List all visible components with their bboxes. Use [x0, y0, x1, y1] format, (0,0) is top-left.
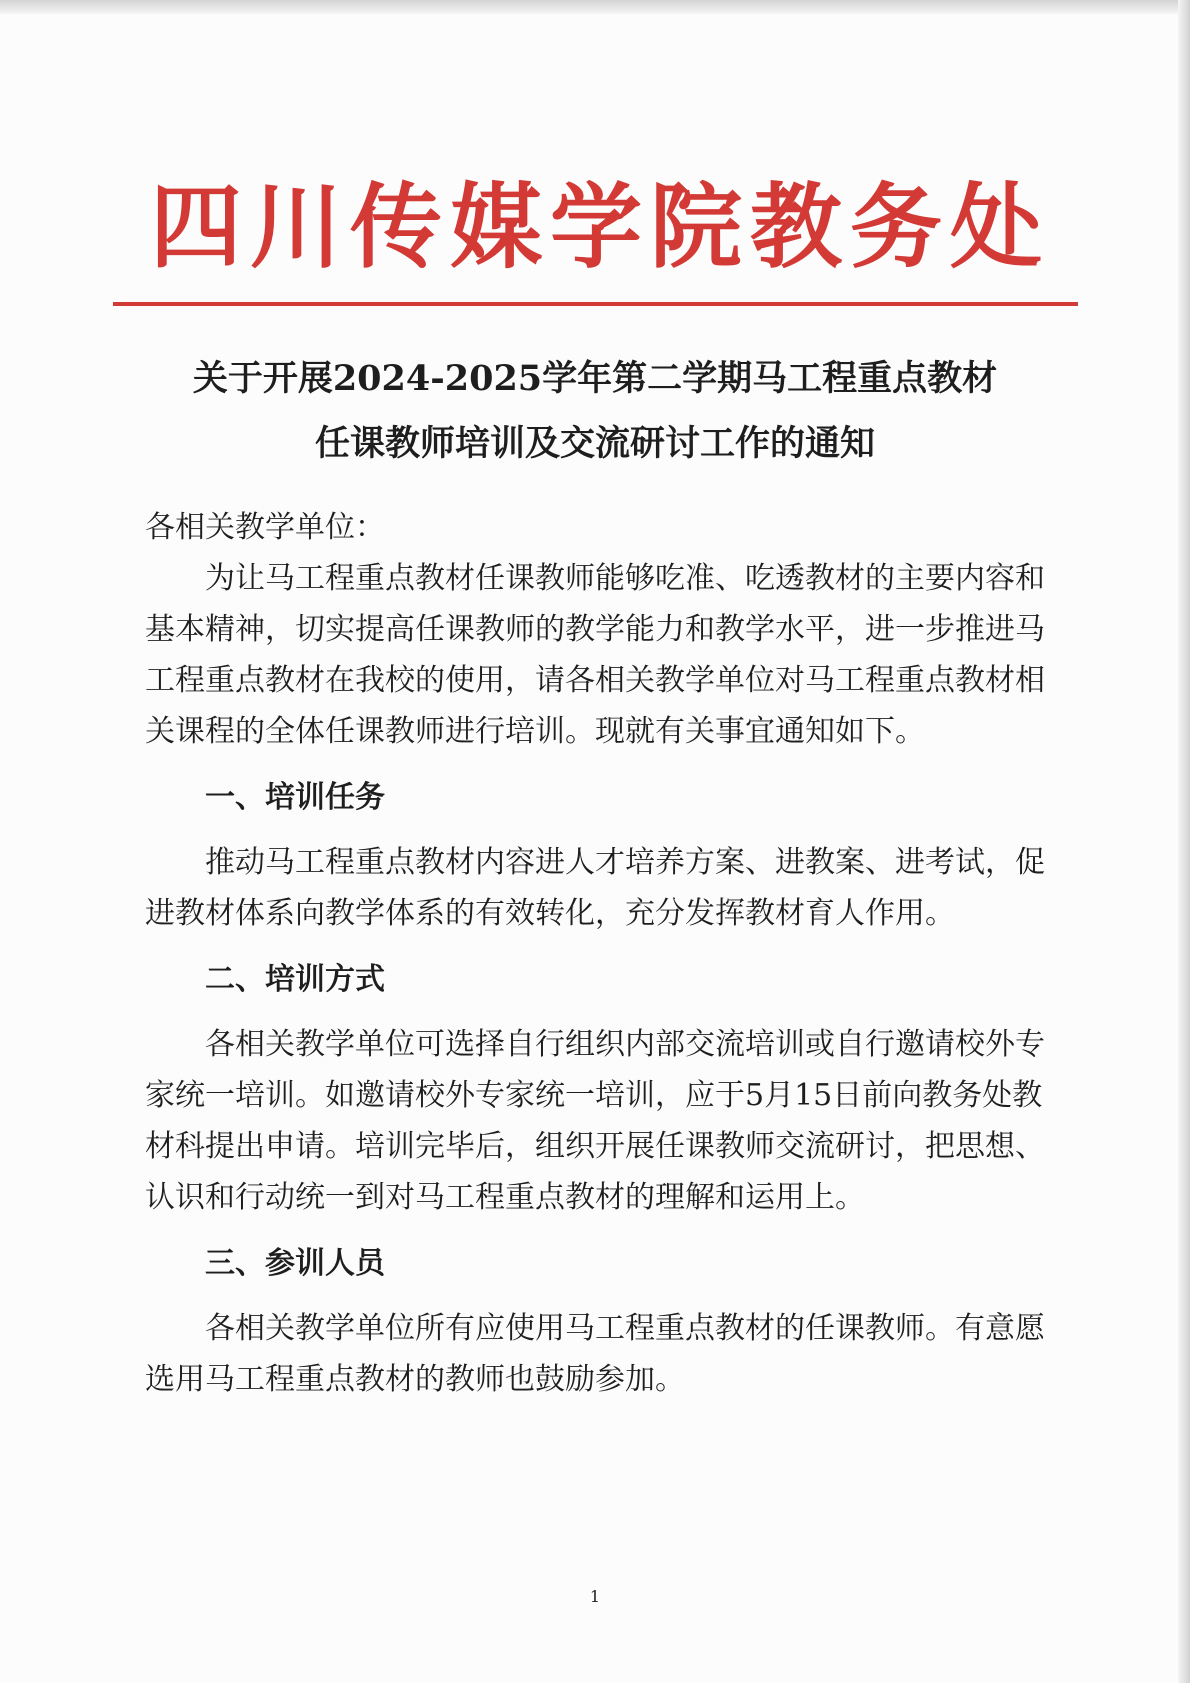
- document-body: [145, 502, 1045, 1405]
- section-text-training-method: 各相关教学单位可选择自行组织内部交流培训或自行邀请校外专家统一培训。如邀请校外专家统一培训，应于5月15日前向教务处教材科提出申请。培训完毕后，组织开展任课教师交流研讨，把思想、认识和行动统一到对马工程重点教材的理解和运用上。: [145, 1027, 1045, 1215]
- section-heading-participants: 三、参训人员: [205, 1246, 385, 1281]
- document-title-line-2: 任课教师培训及交流研讨工作的通知: [314, 423, 875, 464]
- document-title-line-1: 关于开展2024-2025学年第二学期马工程重点教材: [192, 358, 998, 399]
- section-text-participants: 各相关教学单位所有应使用马工程重点教材的任课教师。有意愿选用马工程重点教材的教师也鼓励参加。: [145, 1311, 1045, 1397]
- page-number: 1: [589, 1587, 601, 1606]
- section-heading-training-method: 二、培训方式: [205, 962, 385, 997]
- section-text-training-task: 推动马工程重点教材内容进人才培养方案、进教案、进考试，促进教材体系向教学体系的有效转化，充分发挥教材育人作用。: [145, 845, 1045, 931]
- letterhead-title: 四川传媒学院教务处: [149, 174, 1050, 281]
- intro-paragraph: 为让马工程重点教材任课教师能够吃准、吃透教材的主要内容和基本精神，切实提高任课教师的教学能力和教学水平，进一步推进马工程重点教材在我校的使用，请各相关教学单位对马工程重点教材相关课程的全体任课教师进行培训。现就有关事宜通知如下。: [145, 561, 1045, 749]
- letterhead-divider: [113, 302, 1078, 306]
- salutation: 各相关教学单位：: [145, 510, 385, 545]
- scan-edge-top: [0, 0, 1190, 14]
- scan-edge-right: [1178, 0, 1190, 1683]
- section-heading-training-task: 一、培训任务: [205, 780, 385, 815]
